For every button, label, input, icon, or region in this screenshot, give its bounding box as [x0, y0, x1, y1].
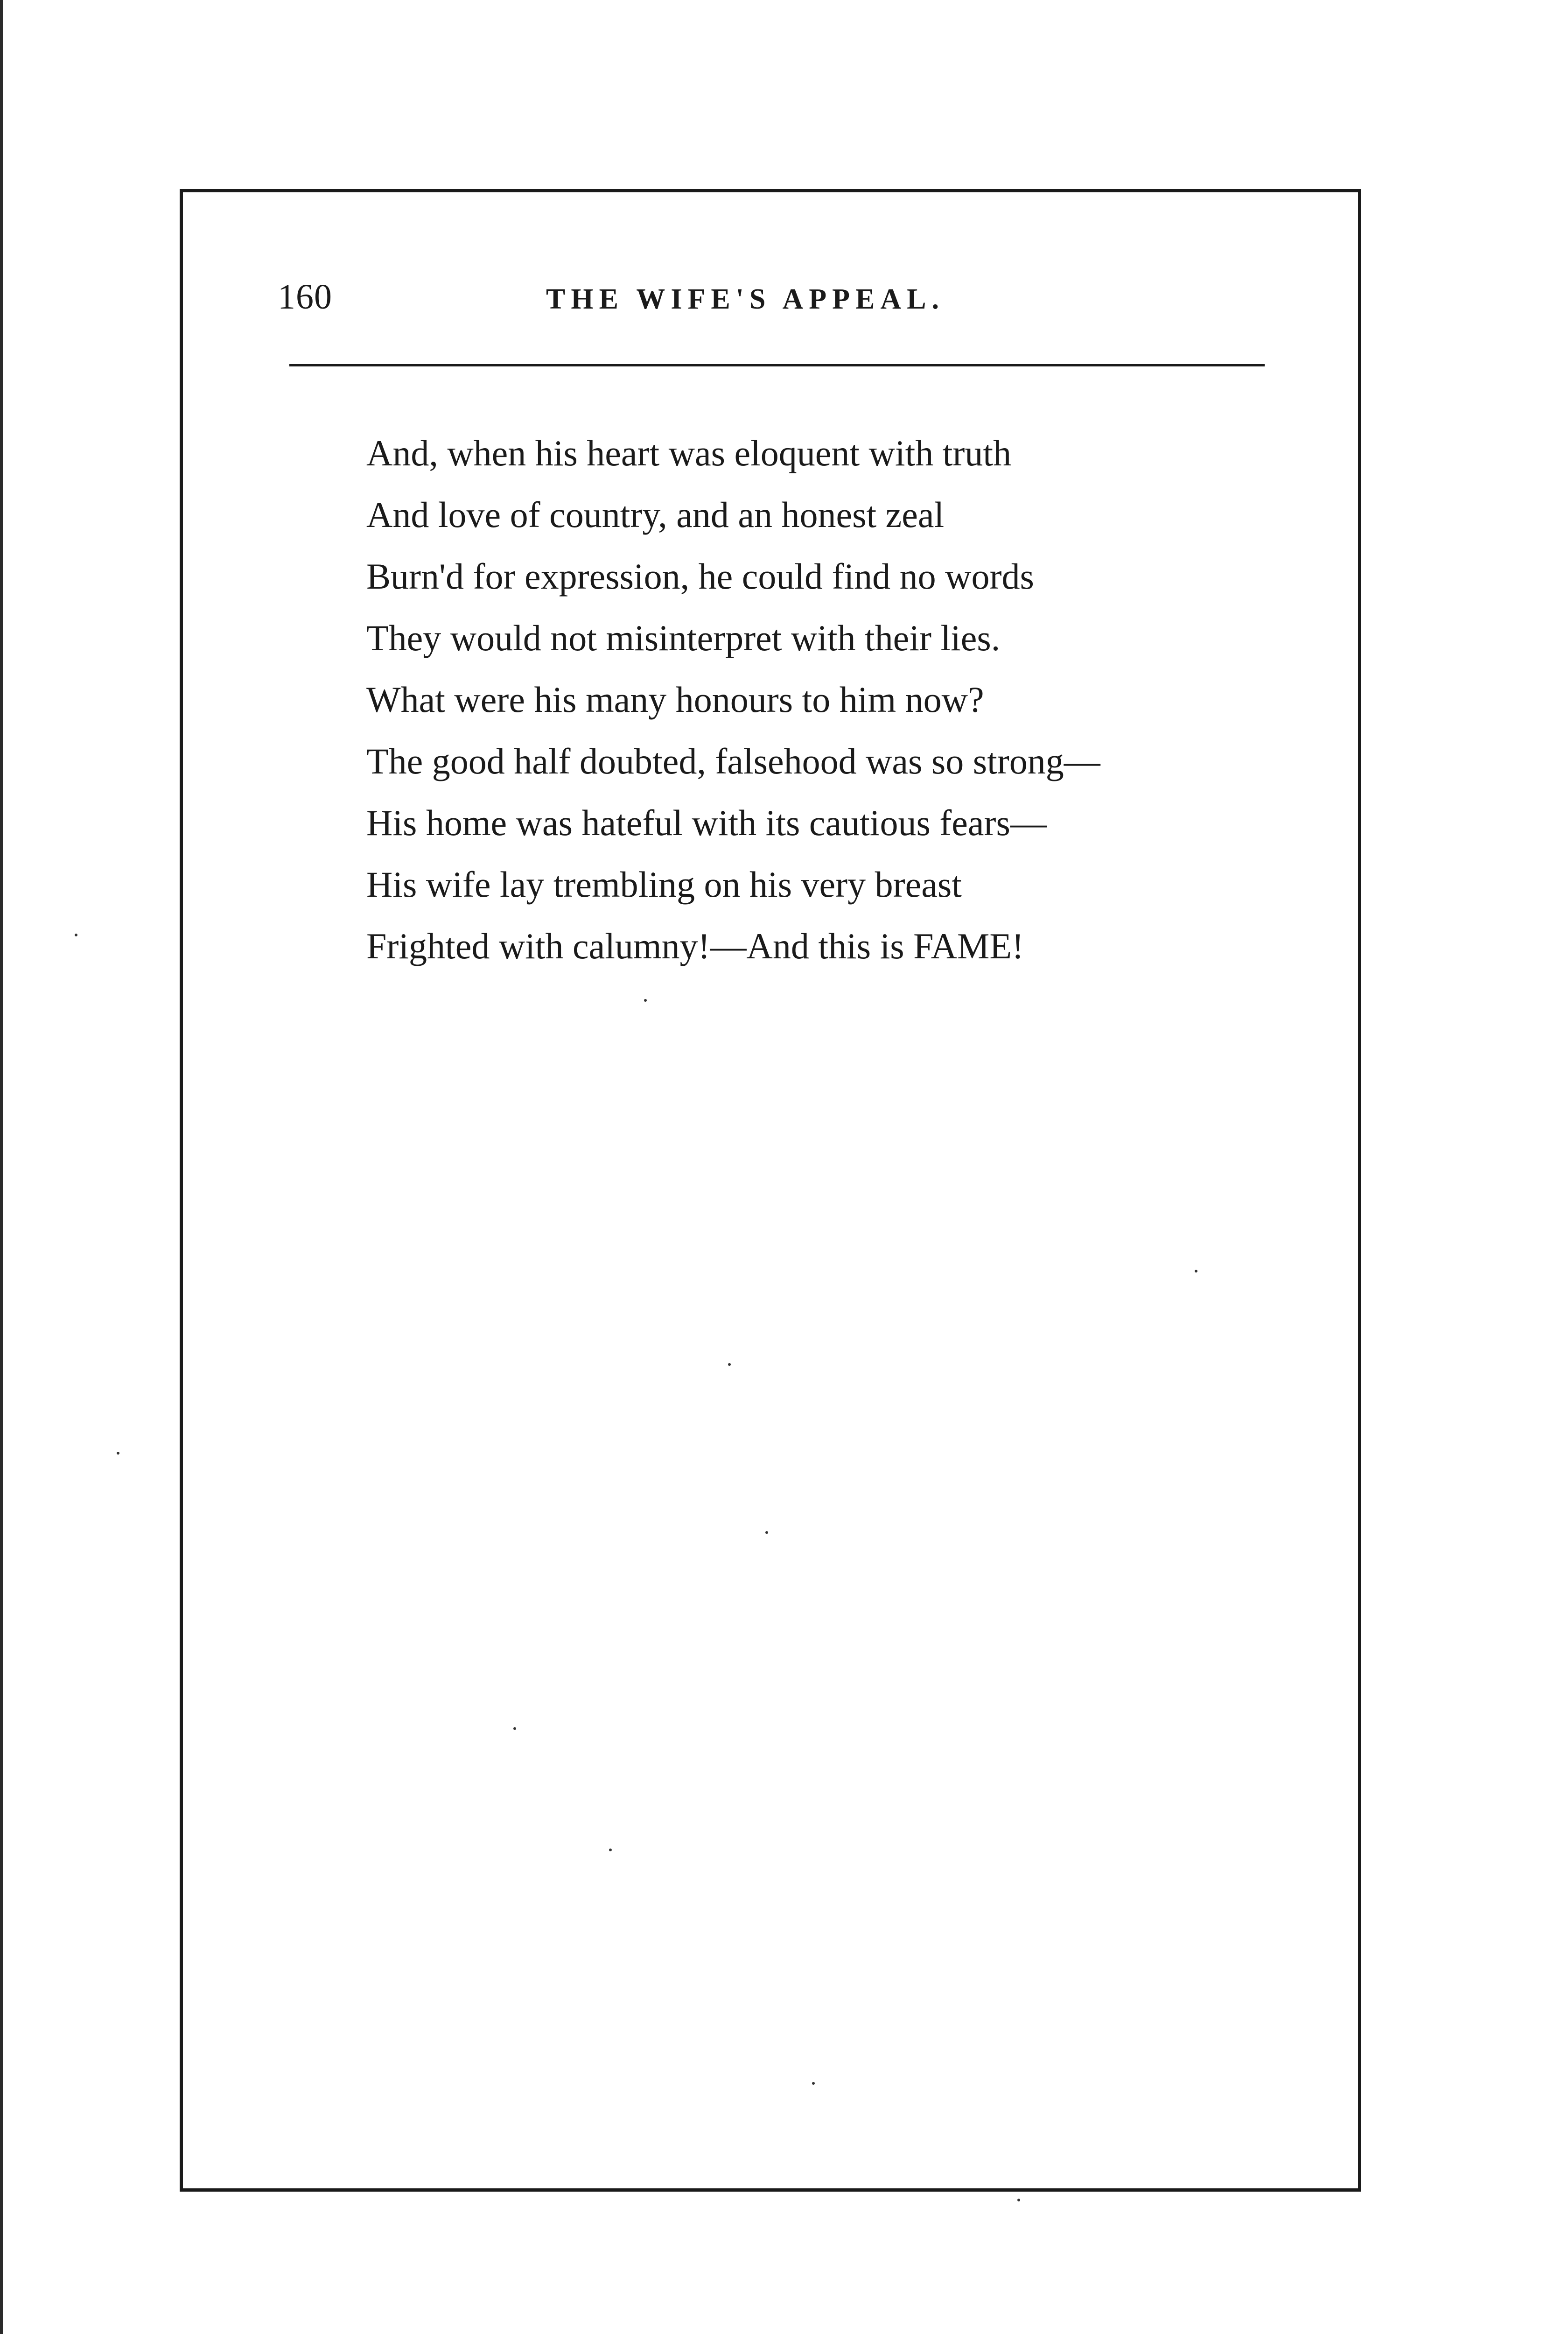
paper-speck: [1195, 1270, 1197, 1272]
paper-speck: [513, 1727, 516, 1730]
paper-speck: [728, 1363, 731, 1366]
poem-line: And, when his heart was eloquent with truth: [366, 433, 1012, 473]
poem-line: His wife lay trembling on his very breast: [366, 864, 962, 905]
paper-speck: [765, 1531, 768, 1534]
poem-body: [366, 422, 1100, 977]
paper-speck: [609, 1849, 612, 1851]
paper-speck: [1017, 2199, 1020, 2201]
poem-line: They would not misinterpret with their lies.: [366, 618, 1001, 658]
header-rule: [289, 364, 1265, 366]
page-edge: [0, 0, 3, 2334]
paper-speck: [75, 934, 77, 936]
poem-line: Frighted with calumny!—And this is FAME!: [366, 926, 1024, 966]
paper-speck: [644, 999, 647, 1002]
poem-line: And love of country, and an honest zeal: [366, 494, 945, 535]
poem-line: The good half doubted, falsehood was so strong—: [366, 741, 1100, 781]
poem-line: Burn'd for expression, he could find no words: [366, 556, 1034, 597]
poem-line: What were his many honours to him now?: [366, 679, 984, 720]
running-title: THE WIFE'S APPEAL.: [546, 283, 945, 315]
page-number: 160: [278, 277, 332, 316]
paper-speck: [117, 1452, 119, 1455]
paper-speck: [812, 2082, 815, 2085]
poem-line: His home was hateful with its cautious fears—: [366, 802, 1047, 843]
